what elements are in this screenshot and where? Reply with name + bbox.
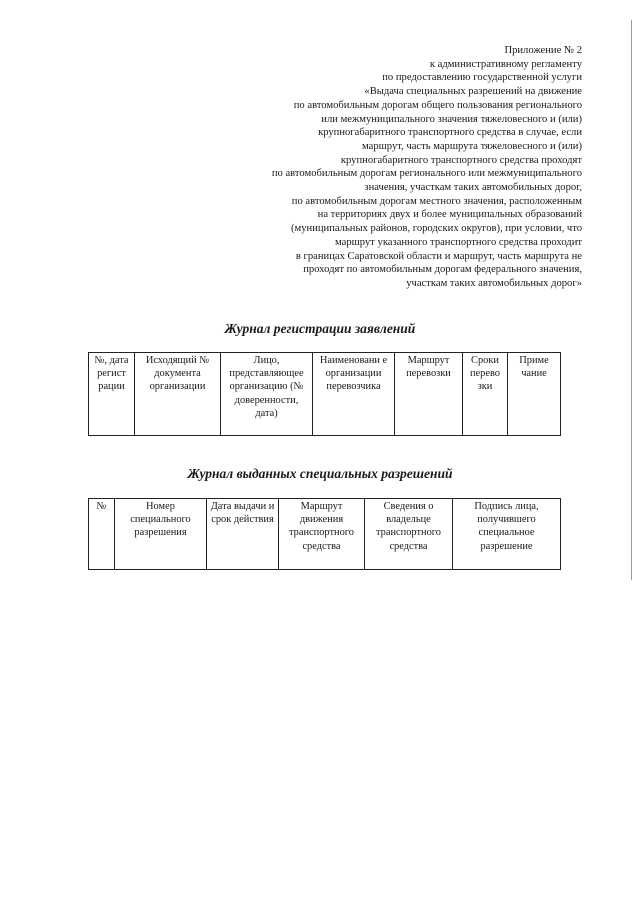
appendix-line: на территориях двух и более муниципальных образований	[317, 209, 582, 221]
appendix-line: в границах Саратовской области и маршрут, часть маршрута не	[295, 250, 582, 262]
appendix-line: (муниципальных районов, городских округов), при условии, что	[291, 223, 582, 235]
appendix-line: маршрут, часть маршрута тяжеловесного и (или)	[362, 140, 582, 152]
appendix-line: к административному регламенту	[429, 58, 582, 70]
header-cell: Маршрут движения транспортного средства	[279, 499, 365, 570]
header-cell: Сроки перево зки	[463, 353, 508, 436]
appendix-line: проходят по автомобильным дорогам федерального значения,	[303, 264, 582, 276]
table-header-row	[89, 353, 561, 436]
scan-edge-line	[631, 20, 632, 580]
header-cell: Наименовани е организации перевозчика	[313, 353, 395, 436]
header-cell: Дата выдачи и срок действия	[207, 499, 279, 570]
appendix-line: крупногабаритного транспортного средства в случае, если	[318, 127, 582, 139]
appendix-header	[162, 44, 582, 291]
header-cell: Приме чание	[508, 353, 561, 436]
header-cell: №	[89, 499, 115, 570]
appendix-line: по предоставлению государственной услуги	[382, 72, 582, 84]
appendix-line: значения, участкам таких автомобильных дорог,	[364, 182, 582, 194]
appendix-line: участкам таких автомобильных дорог»	[406, 277, 582, 289]
permits-journal-table	[88, 498, 561, 570]
table-header-row	[89, 499, 561, 570]
appendix-line: по автомобильным дорогам местного значения, расположенным	[291, 195, 582, 207]
header-cell: Подпись лица, получившего специальное разрешение	[453, 499, 561, 570]
appendix-line: «Выдача специальных разрешений на движение	[364, 86, 582, 98]
journal2-title: Журнал выданных специальных разрешений	[187, 466, 453, 481]
appendix-line: по автомобильным дорогам общего пользования регионального	[293, 99, 582, 111]
appendix-line: Приложение № 2	[504, 45, 582, 56]
registration-journal-table	[88, 352, 561, 436]
header-cell: Номер специального разрешения	[115, 499, 207, 570]
appendix-line: крупногабаритного транспортного средства проходят	[340, 154, 582, 166]
header-cell: Исходящий № документа организации	[135, 353, 221, 436]
appendix-line: маршрут указанного транспортного средства проходит	[335, 236, 582, 248]
header-cell: Маршрут перевозки	[395, 353, 463, 436]
appendix-line: или межмуниципального значения тяжеловесного и (или)	[321, 113, 582, 125]
header-cell: №, дата регист рации	[89, 353, 135, 436]
header-cell: Лицо, представляющее организацию (№ доверенности, дата)	[221, 353, 313, 436]
appendix-line: по автомобильным дорогам регионального или межмуниципального	[271, 168, 582, 180]
journal1-title: Журнал регистрации заявлений	[224, 321, 416, 336]
header-cell: Сведения о владельце транспортного средства	[365, 499, 453, 570]
